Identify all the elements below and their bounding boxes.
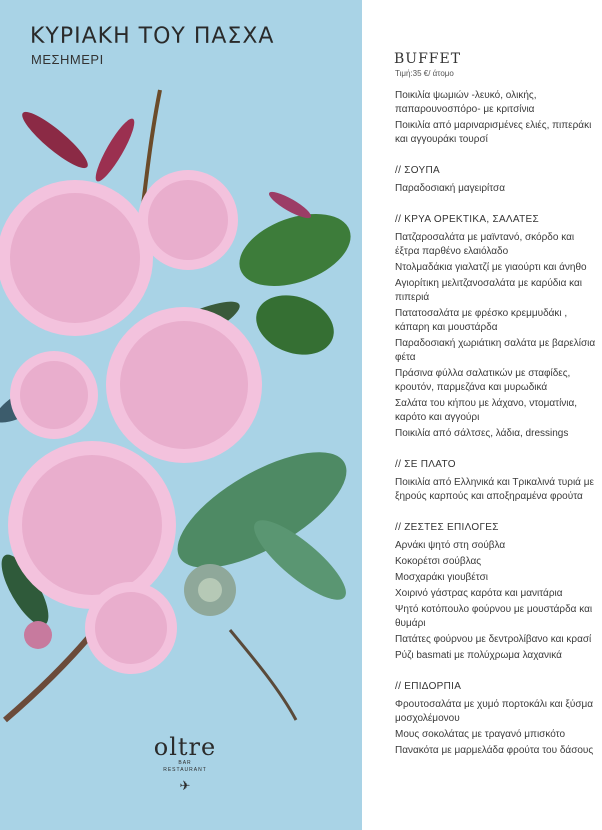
buffet-title: BUFFET [394,51,462,67]
menu-item: Ντολμαδάκια γιαλατζί με γιαούρτι και άνηθο [395,262,587,273]
intro-item: Ποικιλία από μαριναρισμένες ελιές, πιπεράκι και αγγουράκι τουρσί [395,120,592,145]
menu-item: Πατατοσαλάτα με φρέσκο κρεμμυδάκι , κάπαρη και μουστάρδα [395,308,568,333]
section-heading-desserts: // ΕΠΙΔΟΡΠΙΑ [395,681,462,692]
menu-item: Ψητό κοτόπουλο φούρνου με μουστάρδα και θυμάρι [395,604,593,629]
menu-panel [362,0,602,830]
menu-item: Πατζαροσαλάτα με μαϊντανό, σκόρδο και έξτρα παρθένο ελαιόλαδο [395,232,575,257]
oltre-logo [150,734,220,794]
intro-item: Ποικιλία ψωμιών -λευκό, ολικής, παπαρουνοσπόρο- με κριτσίνια [395,90,537,115]
section-heading-hot-dishes: // ΖΕΣΤΕΣ ΕΠΙΛΟΓΕΣ [395,522,499,533]
logo-line2: RESTAURANT [163,767,207,773]
menu-item: Χοιρινό γάστρας καρότα και μανιτάρια [395,588,563,599]
buffet-price: Τιμή:35 €/ άτομο [395,69,454,78]
bird-icon: ✈ [179,778,191,793]
menu-item: Πράσινα φύλλα σαλατικών με σταφίδες, κρουτόν, παρμεζάνα και μυρωδικά [395,368,571,393]
menu-item: Αρνάκι ψητό στη σούβλα [395,540,506,551]
menu-item: Παραδοσιακή μαγειρίτσα [395,183,506,194]
section-heading-soup: // ΣΟΥΠΑ [395,165,440,176]
menu-item: Αγιορίτικη μελιτζανοσαλάτα με καρύδια και πιπεριά [395,278,583,303]
menu-item: Ποικιλία από σάλτσες, λάδια, dressings [395,428,569,439]
menu-item: Ποικιλία από Ελληνικά και Τρικαλινά τυριά με ξηρούς καρπούς και αποξηραμένα φρούτα [395,477,594,502]
page-title: ΚΥΡΙΑΚΗ ΤΟΥ ΠΑΣΧΑ [30,24,275,49]
page-subtitle: ΜΕΣΗΜΕΡΙ [31,52,104,67]
menu-item: Μοσχαράκι γιουβέτσι [395,572,488,583]
section-heading-platter: // ΣΕ ΠΛΑΤΟ [395,459,456,470]
logo-line1: BAR [178,760,192,766]
section-heading-cold-appetizers: // ΚΡΥΑ ΟΡΕΚΤΙΚΑ, ΣΑΛΑΤΕΣ [395,214,539,225]
logo-wordmark: oltre [153,733,217,761]
menu-list [395,89,600,760]
menu-item: Μους σοκολάτας με τραγανό μπισκότο [395,729,566,740]
menu-item: Πατάτες φούρνου με δεντρολίβανο και κρασί [395,634,592,645]
menu-item: Παραδοσιακή χωριάτικη σαλάτα με βαρελίσια φέτα [395,338,596,363]
menu-item: Πανακότα με μαρμελάδα φρούτα του δάσους [395,745,594,756]
menu-item: Κοκορέτσι σούβλας [395,556,482,567]
menu-item: Ρύζι basmati με πολύχρωμα λαχανικά [395,650,562,661]
menu-item: Σαλάτα του κήπου με λάχανο, ντοματίνια, καρότο και αγγούρι [395,398,578,423]
menu-item: Φρουτοσαλάτα με χυμό πορτοκάλι και ξύσμα μοσχολέμονου [395,699,594,724]
bowls-and-leaves-image [0,80,362,730]
